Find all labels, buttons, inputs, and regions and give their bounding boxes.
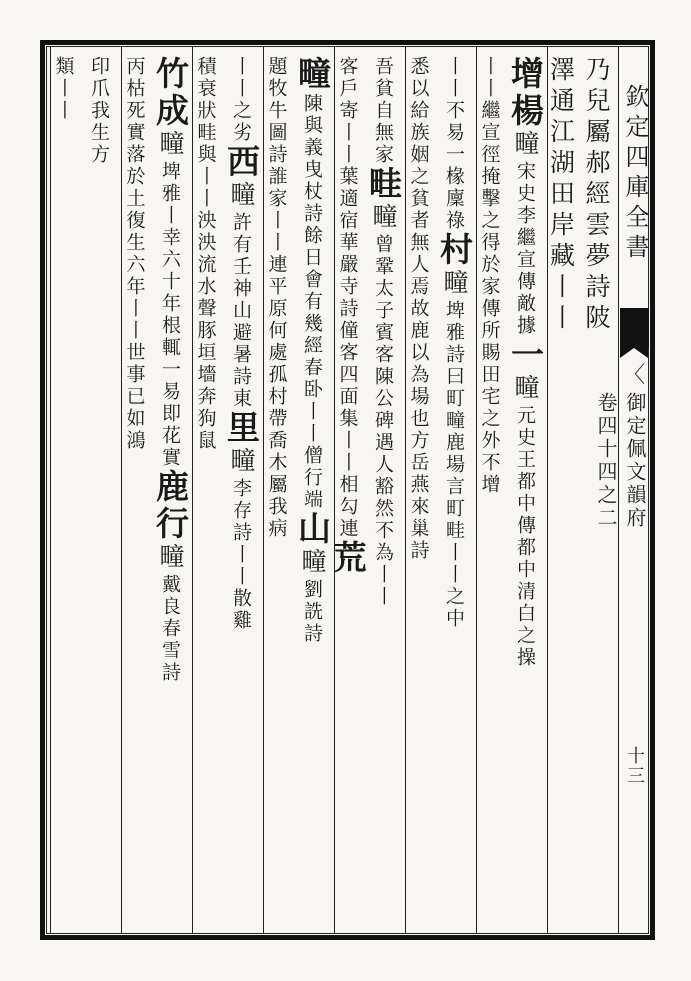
bracket-icon: 〈 — [622, 363, 645, 388]
headword: 增 — [506, 56, 545, 93]
headword: 竹 — [151, 56, 190, 93]
text-run: 吾貧自無家 — [372, 56, 394, 166]
headword: 行 — [151, 506, 190, 543]
text-column — [194, 56, 226, 926]
text-run: 疃 — [440, 269, 469, 300]
headword: 一 — [506, 337, 545, 374]
text-run: 陳與義曳杖詩餘日會有幾經春卧丨丨僧行端 — [301, 93, 323, 511]
text-run: 悉以給族姻之貧者無人焉故鹿以為場也方岳燕來巢詩 — [407, 56, 430, 562]
text-run: 疃 — [227, 181, 256, 212]
text-run: 劉詵詩 — [301, 579, 323, 645]
text-run: 客戶寄丨丨 — [336, 56, 359, 166]
text-column — [364, 56, 404, 926]
text-run: 類丨丨 — [52, 56, 75, 122]
text-column — [293, 56, 333, 926]
headword: 里 — [222, 410, 261, 447]
headword: 鹿 — [151, 469, 190, 506]
text-column — [506, 56, 546, 926]
section-name: 御定佩文韻府 — [623, 392, 647, 530]
text-column — [222, 56, 262, 926]
page-number: 十三 — [624, 746, 645, 786]
headword: 西 — [222, 144, 261, 181]
column-rule — [618, 46, 619, 934]
text-run: 疃 — [156, 543, 185, 574]
text-run: 印爪我生方 — [88, 56, 110, 166]
headword: 成 — [151, 93, 190, 130]
text-run: 宋史李繼宣傳敵據 — [514, 161, 536, 337]
text-run: 埤雅詩曰町疃鹿場言町畦丨丨之中 — [443, 300, 465, 630]
text-run: 疃 — [298, 548, 327, 579]
book-title: 欽定四庫全書 — [621, 84, 649, 264]
text-column — [52, 56, 84, 926]
text-run: 丙枯死實落於土復生六年丨丨世事已如鴻 — [123, 56, 146, 452]
text-column — [151, 56, 191, 926]
text-column — [328, 56, 368, 926]
headword: 村 — [435, 232, 474, 269]
text-run: 丨丨之劣 — [230, 56, 252, 144]
text-run: 丨丨繼宣徑掩擊之得於家傳所賜田宅之外不增 — [478, 56, 501, 496]
text-run: 戴良春雪詩 — [159, 574, 181, 684]
text-column — [435, 56, 475, 926]
text-run: 曾鞏太子賓客陳公碑遇人豁然不為丨丨 — [372, 234, 394, 608]
text-run: 疃 — [156, 130, 185, 161]
text-run: 埤雅丨幸六十年根輒一易即花實 — [159, 161, 181, 469]
text-run: 許有壬神山避暑詩東 — [230, 212, 252, 410]
volume-label: 卷四十四之二 — [594, 392, 618, 530]
text-run: 疃 — [511, 130, 540, 161]
headword: 疃 — [293, 56, 332, 93]
headword: 楊 — [506, 93, 545, 130]
text-run: 題牧牛圖詩誰家丨丨連平原何處孤村帶喬木屬我病 — [265, 56, 288, 540]
text-run: 丨丨不易一椽廩祿 — [443, 56, 465, 232]
text-run: 積衰狀畦與丨丨泱泱流水聲豚垣墻奔狗鼠 — [194, 56, 217, 452]
text-run: 疃 — [369, 203, 398, 234]
text-run: 澤通江湖田岸藏丨丨 — [546, 56, 576, 335]
fish-tail-mark — [620, 308, 649, 348]
text-column — [582, 56, 617, 926]
column-rule — [50, 46, 51, 934]
text-column — [123, 56, 155, 926]
text-column — [265, 56, 297, 926]
text-column — [478, 56, 510, 926]
text-run: 乃兒屬郝經雲夢詩陂 — [582, 56, 611, 335]
text-run: 葉適宿華嚴寺詩僮客四面集丨丨相勾連 — [336, 166, 359, 540]
text-column — [88, 56, 120, 926]
headword: 荒 — [328, 540, 368, 577]
text-run: 李存詩丨丨散雞 — [230, 478, 252, 632]
headword: 畦 — [364, 166, 403, 203]
text-run: 元史王都中傳都中清白之操 — [514, 405, 536, 669]
section-title — [594, 392, 649, 530]
text-run: 疃 — [511, 374, 540, 405]
text-run: 疃 — [227, 447, 256, 478]
text-column — [546, 56, 581, 926]
headword: 山 — [293, 511, 332, 548]
text-column — [407, 56, 439, 926]
